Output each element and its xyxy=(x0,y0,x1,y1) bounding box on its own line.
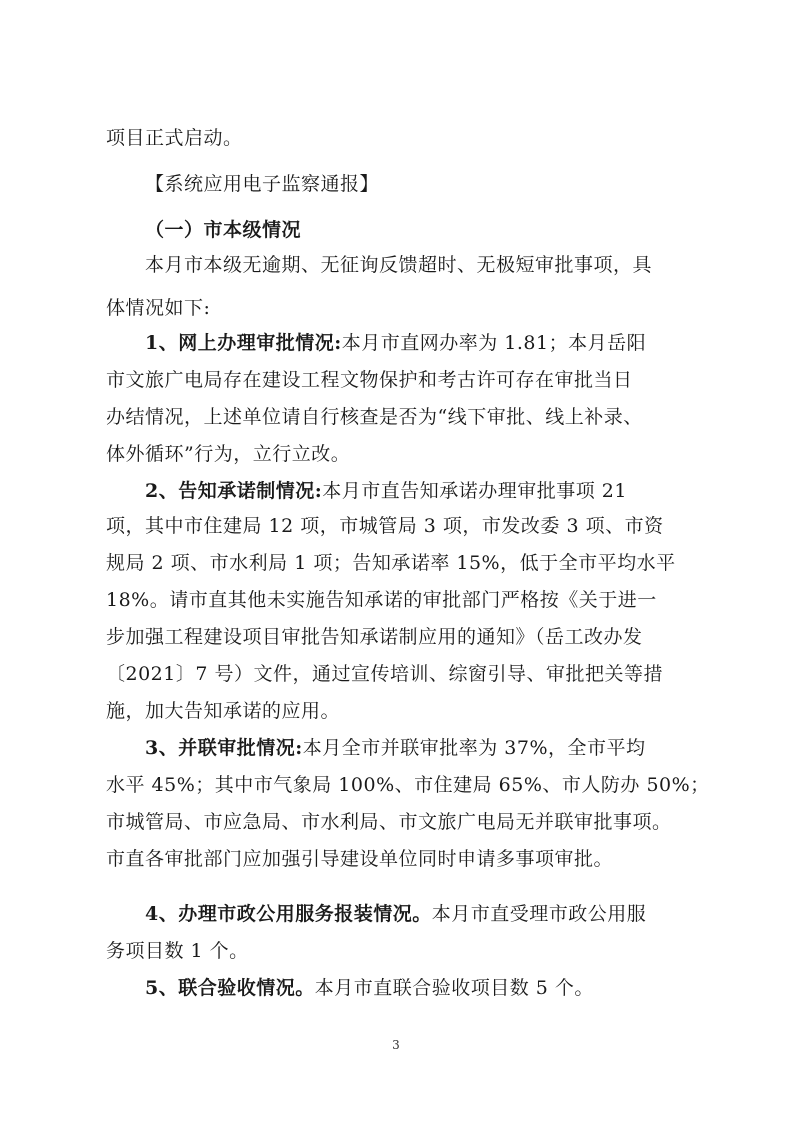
paragraph-line xyxy=(145,902,646,926)
line-text: 本月全市并联审批率为 37%，全市平均 xyxy=(302,737,646,759)
paragraph-line xyxy=(106,405,643,429)
line-text: 市文旅广电局存在建设工程文物保护和考古许可存在审批当日 xyxy=(106,369,633,391)
line-text: 本月市直告知承诺办理审批事项 21 xyxy=(322,480,627,502)
paragraph-line xyxy=(106,939,249,963)
line-text: 步加强工程建设项目审批告知承诺制应用的通知》（岳工改办发 xyxy=(106,626,643,648)
paragraph-line xyxy=(106,699,340,723)
paragraph-line xyxy=(106,126,243,150)
paragraph-line xyxy=(106,514,664,538)
line-text: 施，加大告知承诺的应用。 xyxy=(106,700,341,722)
line-text: 市直各审批部门应加强引导建设单位同时申请多事项审批。 xyxy=(106,848,614,870)
paragraph-line xyxy=(145,479,627,503)
line-text: 规局 2 项、市水利局 1 项；告知承诺率 15%，低于全市平均水平 xyxy=(106,552,676,574)
line-text: 水平 45%；其中市气象局 100%、市住建局 65%、市人防办 50%； xyxy=(106,774,710,796)
line-text: 务项目数 1 个。 xyxy=(106,940,249,962)
line-text: 本月市直联合验收项目数 5 个。 xyxy=(314,977,594,999)
paragraph-line xyxy=(145,253,652,277)
item-heading: 1、网上办理审批情况: xyxy=(145,332,342,354)
paragraph-line xyxy=(106,810,672,834)
paragraph-line xyxy=(145,331,646,355)
paragraph-line xyxy=(106,296,210,320)
line-text: 18%。请市直其他未实施告知承诺的审批部门严格按《关于进一 xyxy=(106,589,657,611)
paragraph-line xyxy=(106,588,657,612)
line-text: 体外循环”行为，立行立改。 xyxy=(106,443,351,465)
item-heading: 2、告知承诺制情况: xyxy=(145,480,323,502)
paragraph-line xyxy=(106,847,613,871)
paragraph-line xyxy=(106,625,643,649)
line-text: 体情况如下: xyxy=(106,297,211,319)
paragraph-line xyxy=(106,368,633,392)
section-heading xyxy=(145,172,379,196)
paragraph-line xyxy=(106,773,710,797)
item-heading: 4、办理市政公用服务报装情况。 xyxy=(145,903,432,925)
line-text: 项目正式启动。 xyxy=(106,127,243,149)
line-text: 本月市直网办率为 1.81；本月岳阳 xyxy=(341,332,647,354)
page-number: 3 xyxy=(392,1038,400,1052)
item-heading: 5、联合验收情况。 xyxy=(145,977,315,999)
line-text: 项，其中市住建局 12 项，市城管局 3 项，市发改委 3 项、市资 xyxy=(106,515,664,537)
line-text: 本月市直受理市政公用服 xyxy=(431,903,647,925)
paragraph-line xyxy=(106,662,663,686)
line-text: 【系统应用电子监察通报】 xyxy=(145,173,380,195)
line-text: 〔2021〕7 号）文件，通过宣传培训、综窗引导、审批把关等措 xyxy=(106,663,663,685)
paragraph-line xyxy=(145,976,594,1000)
subsection-heading xyxy=(145,218,301,242)
item-heading: 3、并联审批情况: xyxy=(145,737,303,759)
line-text: 市城管局、市应急局、市水利局、市文旅广电局无并联审批事项。 xyxy=(106,811,672,833)
paragraph-line xyxy=(145,736,646,760)
paragraph-line xyxy=(106,551,676,575)
line-text: （一）市本级情况 xyxy=(145,219,302,241)
paragraph-line xyxy=(106,442,350,466)
line-text: 办结情况，上述单位请自行核查是否为“线下审批、线上补录、 xyxy=(106,406,643,428)
line-text: 本月市本级无逾期、无征询反馈超时、无极短审批事项，具 xyxy=(145,254,653,276)
